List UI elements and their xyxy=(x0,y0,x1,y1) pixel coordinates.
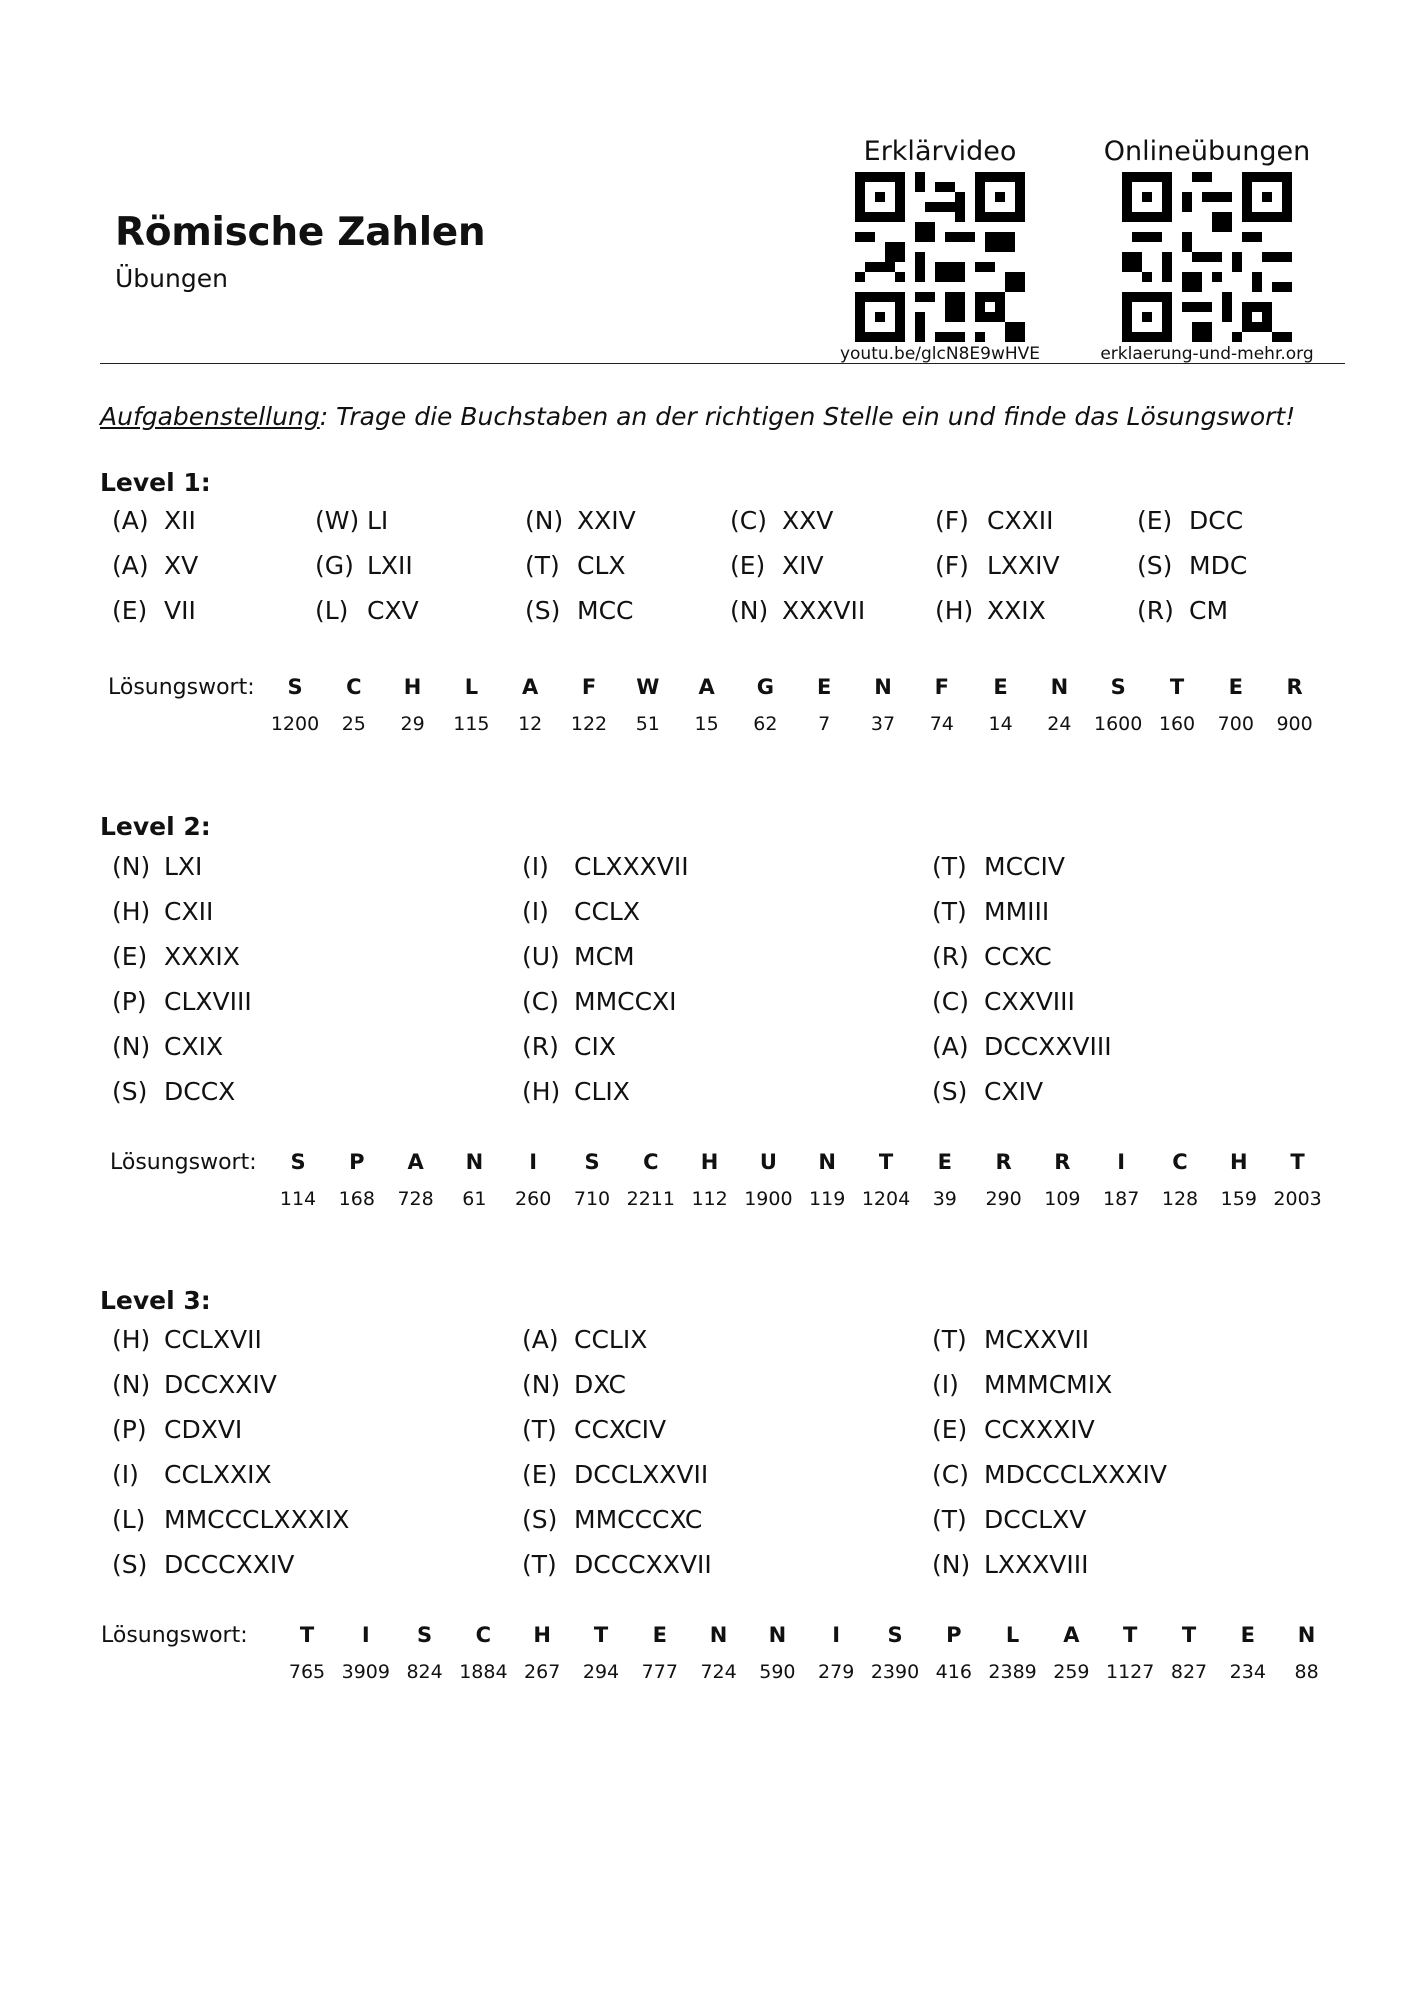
solution-letter: S xyxy=(287,675,303,699)
solution-number: 590 xyxy=(759,1661,796,1683)
solution-number: 160 xyxy=(1158,713,1196,735)
level-3-item xyxy=(932,1550,1089,1579)
solution-number: 29 xyxy=(400,713,425,735)
item-letter: (N) xyxy=(112,1370,151,1399)
solution-number: 416 xyxy=(935,1661,972,1683)
level-2-item xyxy=(522,1077,630,1106)
solution-number: 1200 xyxy=(270,713,320,735)
item-numeral: CCLX xyxy=(574,897,640,926)
item-numeral: XXIV xyxy=(577,506,636,535)
solution-letter: N xyxy=(874,675,892,699)
item-letter: (I) xyxy=(522,897,549,926)
item-letter: (T) xyxy=(932,852,967,881)
level-1-item xyxy=(525,596,633,625)
item-numeral: MCM xyxy=(574,942,635,971)
solution-letter: T xyxy=(878,1150,894,1174)
solution-number: 25 xyxy=(341,713,366,735)
solution-letter: E xyxy=(652,1623,667,1647)
solution-letter: S xyxy=(417,1623,433,1647)
item-numeral: MMCCCLXXXIX xyxy=(164,1505,350,1534)
item-letter: (G) xyxy=(315,551,354,580)
solution-letter: P xyxy=(349,1150,365,1174)
item-numeral: XXXVII xyxy=(782,596,866,625)
item-numeral: DCCXXVIII xyxy=(984,1032,1112,1061)
item-letter: (E) xyxy=(932,1415,968,1444)
item-letter: (L) xyxy=(112,1505,146,1534)
item-letter: (R) xyxy=(932,942,969,971)
solution-number: 900 xyxy=(1276,713,1313,735)
level-1-item xyxy=(935,596,1046,625)
item-numeral: CIX xyxy=(574,1032,616,1061)
solution-letter: T xyxy=(1123,1623,1138,1647)
item-letter: (I) xyxy=(522,852,549,881)
item-letter: (S) xyxy=(932,1077,968,1106)
solution-letter: H xyxy=(533,1623,551,1647)
level-2-item xyxy=(932,942,1052,971)
level-1-item xyxy=(112,506,196,535)
level-1-solution-label: Lösungswort: xyxy=(108,675,255,700)
solution-number: 1127 xyxy=(1106,1661,1155,1683)
solution-number: 62 xyxy=(753,713,778,735)
item-letter: (H) xyxy=(935,596,974,625)
solution-number: 2390 xyxy=(870,1661,920,1683)
item-numeral: CM xyxy=(1189,596,1229,625)
item-numeral: CXXVIII xyxy=(984,987,1075,1016)
level-2-title: Level 2: xyxy=(100,812,211,841)
item-numeral: CXIX xyxy=(164,1032,224,1061)
item-numeral: DCCX xyxy=(164,1077,236,1106)
solution-letter: E xyxy=(817,675,832,699)
level-3-item xyxy=(932,1415,1095,1444)
item-numeral: CXV xyxy=(367,596,419,625)
level-1-title: Level 1: xyxy=(100,468,211,497)
item-numeral: MDCCCLXXXIV xyxy=(984,1460,1167,1489)
level-2-solution-grid xyxy=(268,1150,1348,1220)
item-numeral: XIV xyxy=(782,551,824,580)
item-letter: (C) xyxy=(522,987,559,1016)
level-3-solution-grid xyxy=(277,1623,1357,1693)
solution-letter: R xyxy=(1054,1150,1071,1174)
level-1-item xyxy=(315,551,413,580)
solution-number: 119 xyxy=(809,1188,846,1210)
solution-number: 61 xyxy=(462,1188,487,1210)
solution-letter: E xyxy=(1240,1623,1255,1647)
level-1-item xyxy=(935,506,1053,535)
item-letter: (N) xyxy=(112,852,151,881)
solution-letter: T xyxy=(593,1623,609,1647)
solution-number: 765 xyxy=(288,1661,326,1683)
solution-letter: C xyxy=(643,1150,659,1174)
item-numeral: MMMCMIX xyxy=(984,1370,1113,1399)
solution-number: 1900 xyxy=(744,1188,793,1210)
item-letter: (U) xyxy=(522,942,560,971)
solution-number: 7 xyxy=(818,713,831,735)
item-letter: (R) xyxy=(1137,596,1174,625)
solution-letter: I xyxy=(832,1623,841,1647)
level-1-item xyxy=(525,551,626,580)
level-2-item xyxy=(522,942,635,971)
item-letter: (E) xyxy=(522,1460,558,1489)
item-numeral: CCXC xyxy=(984,942,1052,971)
item-numeral: CLX xyxy=(577,551,626,580)
item-letter: (R) xyxy=(522,1032,559,1061)
solution-number: 294 xyxy=(582,1661,620,1683)
level-3-item xyxy=(932,1370,1112,1399)
item-letter: (N) xyxy=(112,1032,151,1061)
level-3-item xyxy=(932,1460,1167,1489)
solution-number: 159 xyxy=(1220,1188,1257,1210)
solution-letter: A xyxy=(522,675,539,699)
solution-letter: S xyxy=(887,1623,903,1647)
item-numeral: MCXXVII xyxy=(984,1325,1090,1354)
item-letter: (T) xyxy=(525,551,560,580)
level-1-solution-grid xyxy=(265,675,1345,745)
solution-number: 728 xyxy=(397,1188,434,1210)
item-numeral: CCXCIV xyxy=(574,1415,667,1444)
qr-video-label: Erklärvideo xyxy=(863,136,1017,167)
solution-number: 777 xyxy=(641,1661,678,1683)
solution-number: 1884 xyxy=(459,1661,508,1683)
solution-letter: P xyxy=(946,1623,962,1647)
level-1-item xyxy=(1137,596,1228,625)
solution-letter: I xyxy=(529,1150,538,1174)
solution-letter: T xyxy=(1169,675,1185,699)
item-numeral: DCC xyxy=(1189,506,1244,535)
level-2-item xyxy=(932,852,1065,881)
solution-letter: N xyxy=(709,1623,728,1647)
item-numeral: MDC xyxy=(1189,551,1248,580)
solution-number: 112 xyxy=(691,1188,728,1210)
solution-number: 187 xyxy=(1103,1188,1140,1210)
solution-letter: C xyxy=(346,675,362,699)
solution-letter: N xyxy=(818,1150,836,1174)
solution-letter: N xyxy=(768,1623,787,1647)
item-letter: (N) xyxy=(525,506,564,535)
item-letter: (P) xyxy=(112,1415,147,1444)
item-letter: (N) xyxy=(932,1550,971,1579)
solution-letter: U xyxy=(759,1150,777,1174)
solution-letter: A xyxy=(407,1150,424,1174)
page-title: Römische Zahlen xyxy=(115,210,486,255)
item-numeral: CLXXXVII xyxy=(574,852,689,881)
item-letter: (A) xyxy=(112,551,149,580)
item-numeral: DCCXXIV xyxy=(164,1370,277,1399)
solution-number: 827 xyxy=(1170,1661,1208,1683)
item-numeral: LXI xyxy=(164,852,203,881)
solution-letter: N xyxy=(1050,675,1069,699)
qr-online-label: Onlineübungen xyxy=(1103,136,1311,167)
level-3-item xyxy=(112,1370,277,1399)
solution-letter: S xyxy=(290,1150,306,1174)
solution-number: 279 xyxy=(818,1661,855,1683)
solution-number: 88 xyxy=(1294,1661,1319,1683)
item-numeral: XXIX xyxy=(987,596,1046,625)
instruction xyxy=(100,402,1295,431)
level-2-item xyxy=(932,1032,1112,1061)
level-2-item xyxy=(522,1032,616,1061)
qr-code-online[interactable] xyxy=(1122,172,1292,342)
qr-online-graphic xyxy=(1122,172,1292,342)
solution-number: 14 xyxy=(988,713,1013,735)
level-1-item xyxy=(1137,506,1243,535)
item-letter: (S) xyxy=(1137,551,1173,580)
item-letter: (N) xyxy=(730,596,769,625)
item-letter: (I) xyxy=(112,1460,139,1489)
item-numeral: CLXVIII xyxy=(164,987,252,1016)
item-letter: (S) xyxy=(112,1077,148,1106)
item-letter: (P) xyxy=(112,987,147,1016)
item-letter: (E) xyxy=(730,551,766,580)
item-letter: (H) xyxy=(112,1325,151,1354)
item-letter: (T) xyxy=(932,1505,967,1534)
item-letter: (H) xyxy=(522,1077,561,1106)
item-numeral: MMCCXI xyxy=(574,987,677,1016)
item-letter: (I) xyxy=(932,1370,959,1399)
item-numeral: CXII xyxy=(164,897,214,926)
solution-number: 710 xyxy=(573,1188,611,1210)
item-numeral: LXII xyxy=(367,551,413,580)
item-letter: (S) xyxy=(522,1505,558,1534)
level-1-item xyxy=(525,506,636,535)
level-2-item xyxy=(112,987,252,1016)
item-numeral: XV xyxy=(164,551,199,580)
level-3-item xyxy=(932,1505,1086,1534)
level-2-item xyxy=(932,897,1049,926)
item-numeral: MCCIV xyxy=(984,852,1065,881)
solution-number: 24 xyxy=(1047,713,1072,735)
level-1-item xyxy=(1137,551,1247,580)
item-numeral: CLIX xyxy=(574,1077,630,1106)
solution-number: 260 xyxy=(515,1188,552,1210)
solution-letter: L xyxy=(464,675,479,699)
level-3-item xyxy=(522,1550,712,1579)
solution-letter: G xyxy=(756,675,775,699)
solution-number: 3909 xyxy=(341,1661,390,1683)
level-3-item xyxy=(522,1370,626,1399)
qr-code-video[interactable] xyxy=(855,172,1025,342)
item-numeral: CXXII xyxy=(987,506,1054,535)
solution-number: 700 xyxy=(1217,713,1254,735)
solution-letter: N xyxy=(1297,1623,1316,1647)
solution-letter: E xyxy=(937,1150,952,1174)
item-letter: (C) xyxy=(932,987,969,1016)
level-2-item xyxy=(522,852,689,881)
item-letter: (A) xyxy=(522,1325,559,1354)
level-3-item xyxy=(112,1550,294,1579)
solution-number: 2003 xyxy=(1273,1188,1322,1210)
solution-number: 824 xyxy=(406,1661,443,1683)
solution-letter: E xyxy=(1228,675,1243,699)
solution-number: 1204 xyxy=(861,1188,911,1210)
solution-letter: N xyxy=(465,1150,484,1174)
item-numeral: DCCCXXIV xyxy=(164,1550,295,1579)
level-2-item xyxy=(112,897,213,926)
item-numeral: VII xyxy=(164,596,196,625)
page-subtitle: Übungen xyxy=(115,264,228,293)
item-letter: (T) xyxy=(522,1550,557,1579)
item-letter: (S) xyxy=(112,1550,148,1579)
level-3-item xyxy=(112,1415,242,1444)
level-3-item xyxy=(112,1505,349,1534)
solution-letter: L xyxy=(1005,1623,1020,1647)
solution-letter: H xyxy=(403,675,422,699)
item-numeral: MMIII xyxy=(984,897,1050,926)
solution-number: 128 xyxy=(1161,1188,1199,1210)
item-numeral: DCCCXXVII xyxy=(574,1550,712,1579)
solution-letter: E xyxy=(993,675,1008,699)
solution-number: 37 xyxy=(870,713,896,735)
item-letter: (E) xyxy=(112,596,148,625)
level-2-item xyxy=(112,1032,223,1061)
item-numeral: CDXVI xyxy=(164,1415,243,1444)
solution-number: 259 xyxy=(1053,1661,1090,1683)
solution-letter: H xyxy=(1230,1150,1248,1174)
item-numeral: LI xyxy=(367,506,389,535)
item-letter: (S) xyxy=(525,596,561,625)
solution-letter: W xyxy=(636,675,660,699)
solution-number: 74 xyxy=(929,713,954,735)
item-numeral: MCC xyxy=(577,596,634,625)
level-1-item xyxy=(112,551,198,580)
level-1-item xyxy=(730,596,865,625)
solution-number: 290 xyxy=(985,1188,1022,1210)
solution-letter: R xyxy=(1286,675,1303,699)
solution-letter: F xyxy=(581,675,597,699)
qr-online-caption[interactable]: erklaerung-und-mehr.org xyxy=(1100,344,1314,364)
solution-letter: C xyxy=(1172,1150,1188,1174)
item-letter: (L) xyxy=(315,596,349,625)
item-letter: (E) xyxy=(112,942,148,971)
level-1-item xyxy=(315,596,419,625)
solution-letter: A xyxy=(1063,1623,1080,1647)
item-numeral: MMCCCXC xyxy=(574,1505,703,1534)
item-letter: (T) xyxy=(522,1415,557,1444)
level-3-title: Level 3: xyxy=(100,1286,211,1315)
level-3-item xyxy=(522,1460,708,1489)
item-numeral: CCXXXIV xyxy=(984,1415,1095,1444)
solution-number: 114 xyxy=(279,1188,317,1210)
level-2-item xyxy=(112,852,202,881)
item-numeral: DCCLXXVII xyxy=(574,1460,709,1489)
level-1-item xyxy=(730,506,833,535)
solution-number: 51 xyxy=(635,713,660,735)
solution-letter: F xyxy=(934,675,949,699)
item-letter: (A) xyxy=(932,1032,969,1061)
solution-letter: S xyxy=(1110,675,1126,699)
item-letter: (T) xyxy=(932,1325,967,1354)
item-letter: (T) xyxy=(932,897,967,926)
instruction-text: : Trage die Buchstaben an der richtigen Stelle ein und finde das Lösungswort! xyxy=(319,402,1296,431)
solution-letter: T xyxy=(299,1623,315,1647)
level-1-item xyxy=(112,596,196,625)
level-1-item xyxy=(935,551,1060,580)
item-numeral: LXXIV xyxy=(987,551,1060,580)
qr-video-graphic xyxy=(855,172,1025,342)
level-2-solution-label: Lösungswort: xyxy=(110,1150,257,1175)
solution-letter: C xyxy=(475,1623,492,1647)
instruction-label: Aufgabenstellung xyxy=(100,402,320,431)
level-2-item xyxy=(112,942,240,971)
level-2-item xyxy=(522,987,677,1016)
item-letter: (E) xyxy=(1137,506,1173,535)
qr-video-caption[interactable]: youtu.be/glcN8E9wHVE xyxy=(839,344,1041,364)
solution-letter: I xyxy=(361,1623,370,1647)
item-numeral: XII xyxy=(164,506,196,535)
solution-number: 115 xyxy=(453,713,490,735)
solution-number: 109 xyxy=(1044,1188,1081,1210)
solution-number: 2389 xyxy=(988,1661,1037,1683)
item-numeral: LXXXVIII xyxy=(984,1550,1089,1579)
solution-number: 122 xyxy=(570,713,608,735)
item-numeral: XXXIX xyxy=(164,942,240,971)
level-3-item xyxy=(112,1325,262,1354)
item-numeral: XXV xyxy=(782,506,834,535)
item-letter: (F) xyxy=(935,551,969,580)
item-numeral: CXIV xyxy=(984,1077,1044,1106)
header-divider xyxy=(100,363,1345,364)
level-1-item xyxy=(730,551,824,580)
level-2-item xyxy=(932,987,1075,1016)
solution-number: 267 xyxy=(524,1661,561,1683)
level-2-item xyxy=(932,1077,1043,1106)
solution-letter: R xyxy=(995,1150,1012,1174)
item-letter: (W) xyxy=(315,506,360,535)
level-1-item xyxy=(315,506,388,535)
level-3-item xyxy=(522,1325,647,1354)
level-3-item xyxy=(112,1460,272,1489)
item-numeral: CCLXXIX xyxy=(164,1460,272,1489)
item-letter: (N) xyxy=(522,1370,561,1399)
level-3-item xyxy=(522,1505,702,1534)
solution-number: 234 xyxy=(1229,1661,1266,1683)
solution-number: 39 xyxy=(932,1188,957,1210)
solution-number: 1600 xyxy=(1094,713,1143,735)
solution-number: 724 xyxy=(700,1661,737,1683)
level-3-solution-label: Lösungswort: xyxy=(101,1623,248,1648)
solution-letter: A xyxy=(698,675,715,699)
solution-number: 2211 xyxy=(626,1188,675,1210)
solution-letter: T xyxy=(1181,1623,1197,1647)
item-letter: (F) xyxy=(935,506,969,535)
item-numeral: DXC xyxy=(574,1370,627,1399)
solution-letter: I xyxy=(1117,1150,1126,1174)
level-2-item xyxy=(112,1077,235,1106)
solution-letter: T xyxy=(1290,1150,1305,1174)
item-numeral: DCCLXV xyxy=(984,1505,1087,1534)
item-letter: (C) xyxy=(932,1460,969,1489)
level-2-item xyxy=(522,897,640,926)
solution-letter: H xyxy=(700,1150,719,1174)
level-3-item xyxy=(522,1415,666,1444)
item-letter: (H) xyxy=(112,897,151,926)
item-letter: (C) xyxy=(730,506,767,535)
solution-number: 168 xyxy=(338,1188,375,1210)
item-numeral: CCLIX xyxy=(574,1325,648,1354)
solution-number: 12 xyxy=(518,713,543,735)
item-numeral: CCLXVII xyxy=(164,1325,262,1354)
solution-number: 15 xyxy=(694,713,719,735)
item-letter: (A) xyxy=(112,506,149,535)
level-3-item xyxy=(932,1325,1089,1354)
solution-letter: S xyxy=(584,1150,600,1174)
